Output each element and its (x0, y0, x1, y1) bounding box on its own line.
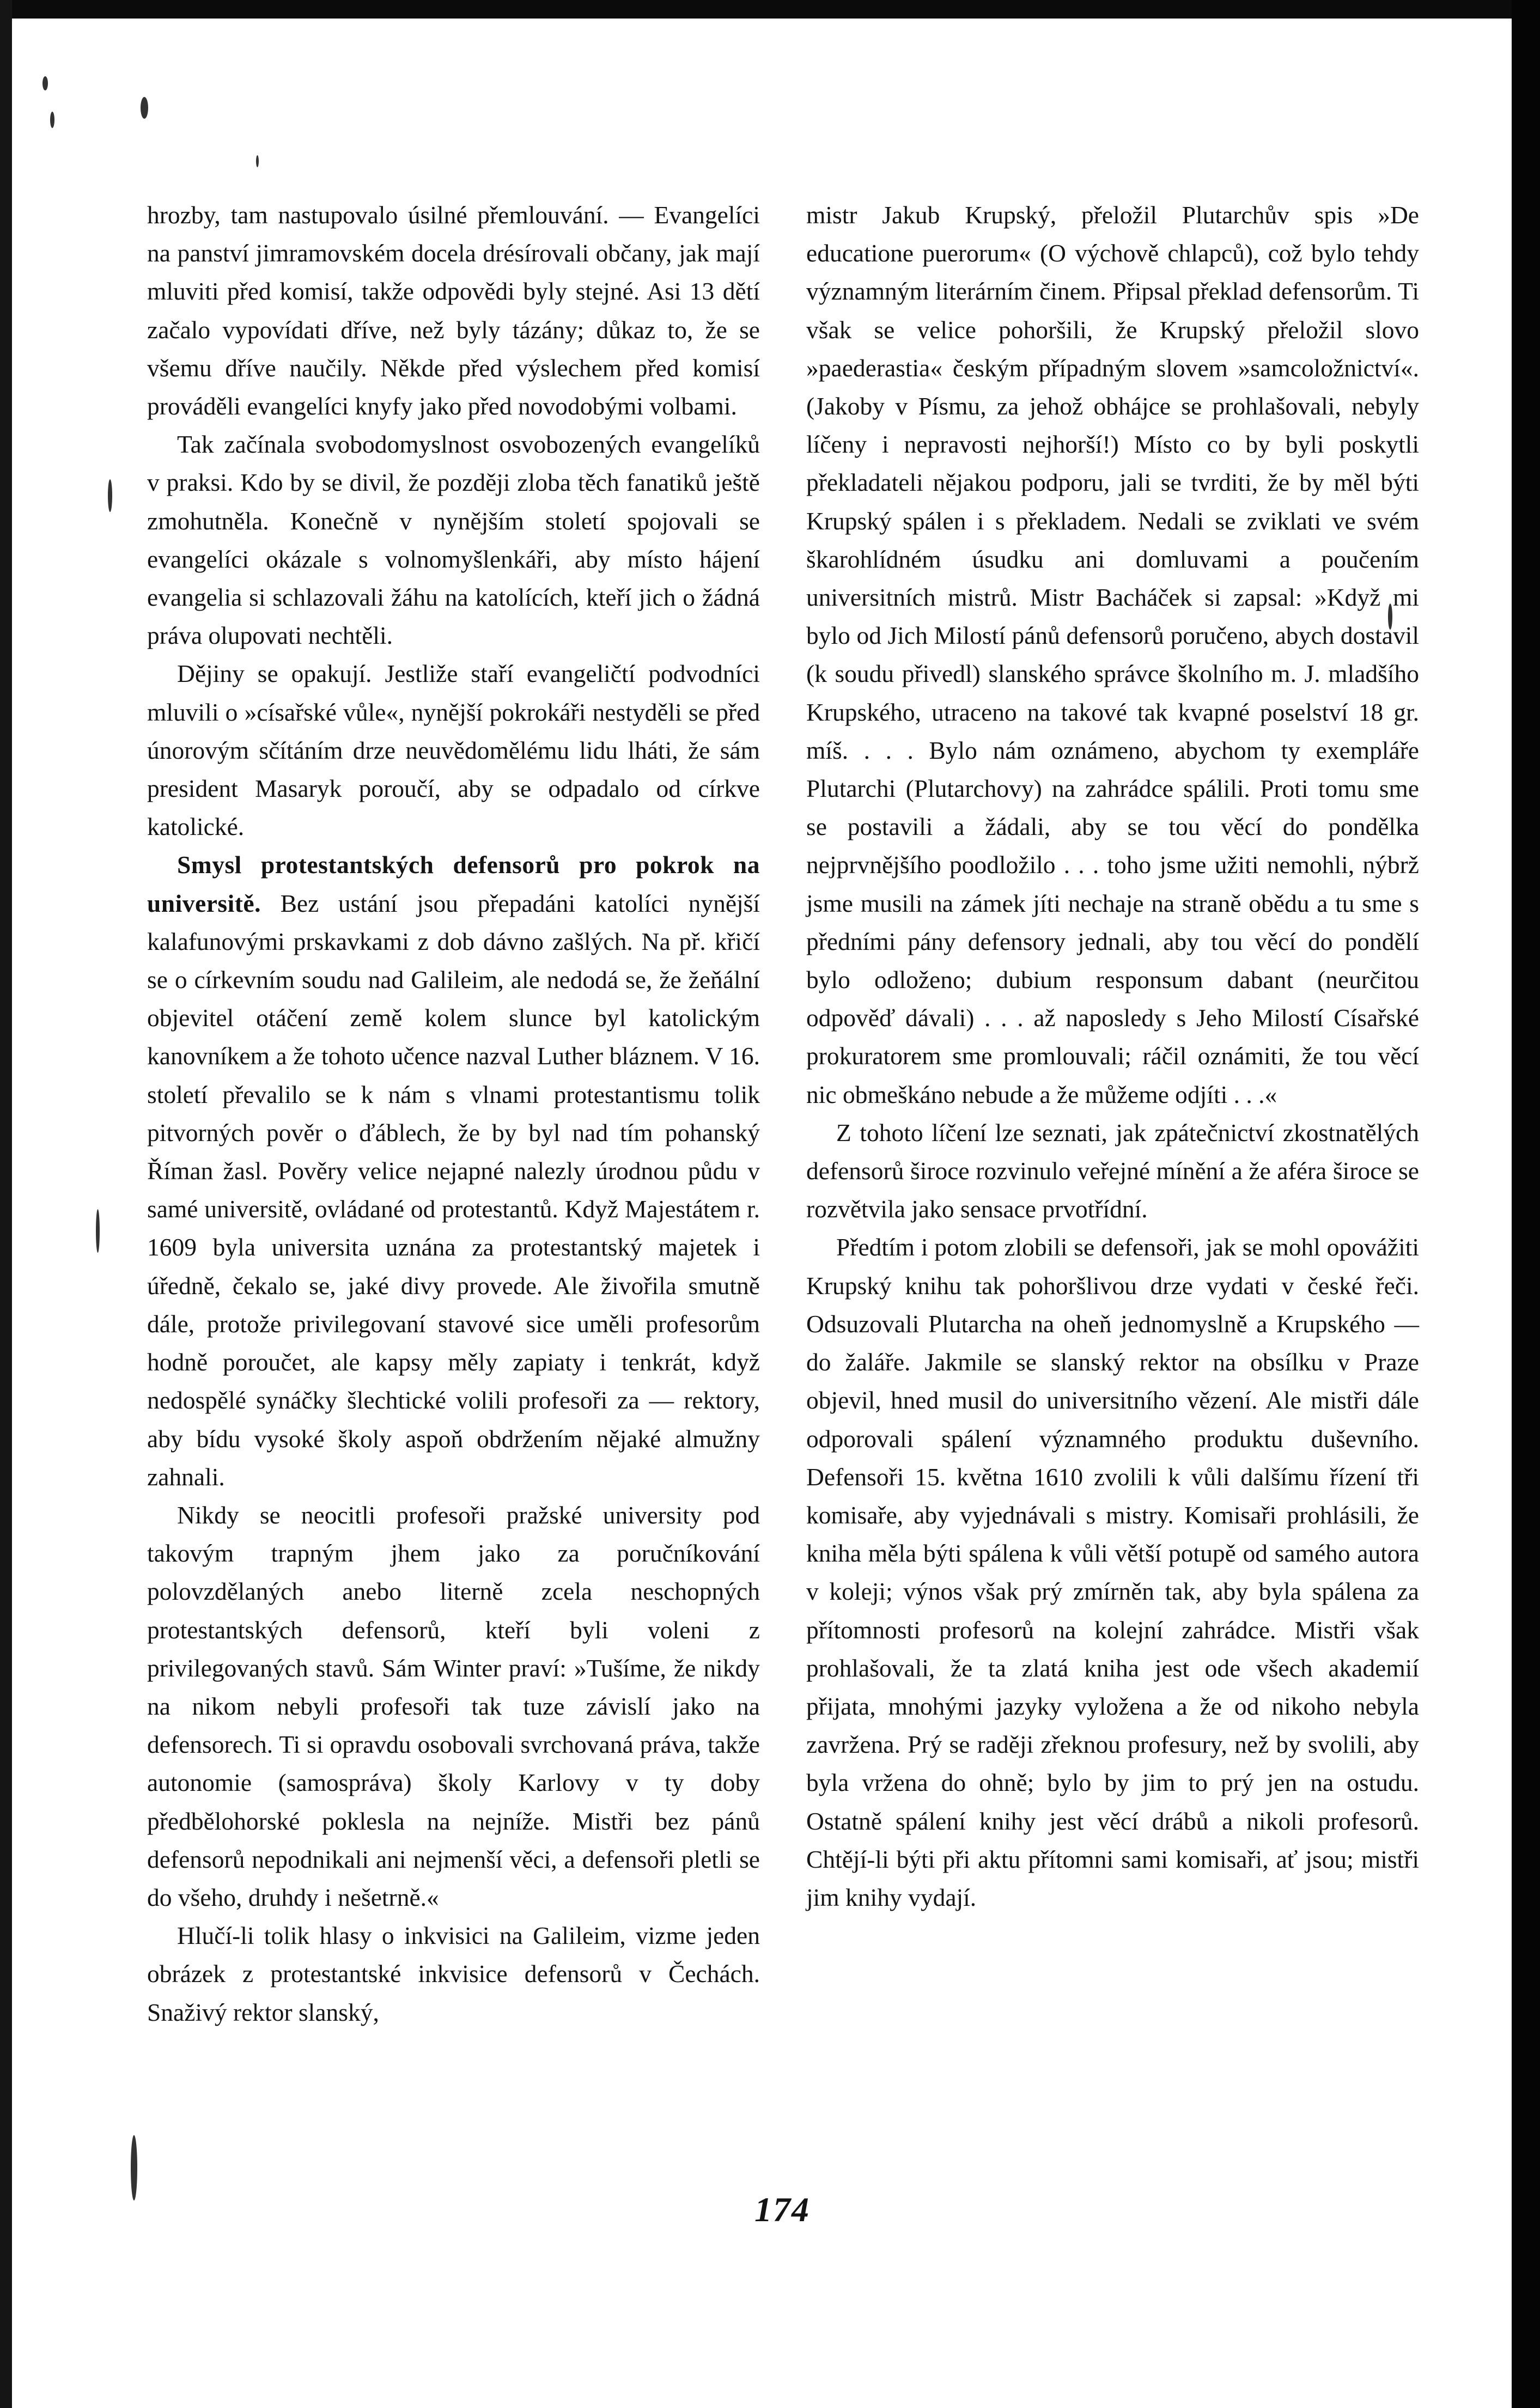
paragraph: hrozby, tam nastupovalo úsilné přemlouvání. — Evangelíci na panství jimramovském docela drésírovali občany, jak mají mluviti před komisí, takže odpovědi byly stejné. Asi 13 dětí začalo vypovídati dříve, než byly tázány; důkaz to, že se všemu dříve naučily. Někde před výslechem před komisí prováděli evangelíci knyfy jako před novodobými volbami. (147, 201, 760, 420)
paragraph: Z tohoto líčení lze seznati, jak zpátečnictví zkostnatělých defensorů široce rozvinulo veřejné mínění a že aféra široce se rozvětvila jako sensace prvotřídní. (806, 1118, 1419, 1223)
scan-speck (131, 2135, 137, 2200)
scan-edge-top (0, 0, 1540, 19)
paragraph: Hlučí-li tolik hlasy o inkvisici na Galileim, vizme jeden obrázek z protestantské inkvisice defensorů v Čechách. Snaživý rektor slanský, (147, 1922, 760, 2026)
scan-speck (42, 76, 48, 90)
scan-edge-left (0, 0, 12, 2408)
subheading-paragraph-text: Bez ustání jsou přepadáni katolíci nynější kalafunovými prskavkami z dob dávno zašlých. Na př. křičí se o církevním soudu nad Galileim, ale nedodá se, že žeňální objevitel otáčení země kolem slunce byl katolickým kanovníkem a že tohoto učence nazval Luther bláznem. V 16. století převalilo se k nám s vlnami protestantismu tolik pitvorných pověr o ďáblech, že by byl nad tím pohanský Říman žasl. Pověry velice nejapné nalezly úrodnou půdu v samé universitě, ovládané od protestantů. Když Majestátem r. 1609 byla universita uznána za protestantský majetek i úředně, čekalo se, jaké divy provede. Ale živořila smutně dále, protože privilegovaní stavové sice uměli profesorům hodně poroučet, ale kapsy měly zapiaty i tenkrát, když nedospělé synáčky šlechtické volili profesoři za — rektory, aby bídu vysoké školy aspoň obdržením nějaké almužny zahnali. (147, 889, 760, 1491)
paragraph: Předtím i potom zlobili se defensoři, jak se mohl opovážiti Krupský knihu tak pohoršlivou drze vydati v české řeči. Odsuzovali Plutarcha na oheň jednomyslně a Krupského — do žaláře. Jakmile se slanský rektor na obsílku v Praze objevil, hned musil do universitního vězení. Ale mistři dále odporovali spálení významného produktu duševního. Defensoři 15. května 1610 zvolili k vůli dalšímu řízení tři komisaře, aby vyjednávali s mistry. Komisaři prohlásili, že kniha měla býti spálena k vůli větší potupě od samého autora v koleji; výnos však prý zmírněn tak, aby byla spálena za přítomnosti profesorů na kolejní zahrádce. Mistři však prohlašovali, že ta zlatá kniha jest ode všech akademií přijata, mnohými jazyky vyložena a že od nikoho nebyla zavržena. Prý se raději zřeknou profesury, než by svolili, aby byla vržena do ohně; bylo by jim to prý jen na ostudu. Ostatně spálení knihy jest věcí drábů a nikoli profesorů. Chtějí-li býti při aktu přítomni sami komisaři, ať jsou; mistři jim knihy vydají. (806, 1233, 1419, 1911)
scan-speck (256, 155, 259, 167)
paragraph: Nikdy se neocitli profesoři pražské university pod takovým trapným jhem jako za poručníkování polovzdělaných anebo literně zcela neschopných protestantských defensorů, kteří byli voleni z privilegovaných stavů. Sám Winter praví: »Tušíme, že nikdy na nikom nebyli profesoři tak tuze závislí jako na defensorech. Ti si opravdu osobovali svrchovaná práva, takže autonomie (samospráva) školy Karlovy v ty doby předbělohorské poklesla na nejníže. Mistři bez pánů defensorů nepodnikali ani nejmenší věci, a defensoři pletli se do všeho, druhdy i nešetrně.« (147, 1501, 760, 1911)
paragraph: mistr Jakub Krupský, přeložil Plutarchův spis »De educatione puerorum« (O výchově chlapců), což bylo tehdy významným literárním činem. Připsal překlad defensorům. Ti však se velice pohoršili, že Krupský přeložil slovo »paederastia« českým případným slovem »samcoložnictví«. (Jakoby v Písmu, za jehož obhájce se prohlašovali, nebyly líčeny i nepravosti nejhorší!) Místo co by byli poskytli překladateli nějakou podporu, jali se tvrditi, že by měl býti Krupský spálen i s překladem. Nedali se zviklati ve svém škarohlídném úsudku ani domluvami a poučením universitních mistrů. Mistr Bacháček si zapsal: »Když mi bylo od Jich Milostí pánů defensorů poručeno, abych dostavil (k soudu přivedl) slanského správce školního m. J. mladšího Krupského, utraceno na takové tak kvapné poselství 18 gr. míš. . . . Bylo nám oznámeno, abychom ty exempláře Plutarchi (Plutarchovy) na zahrádce spálili. Proti tomu sme se postavili a žádali, aby se tou věcí do pondělka nejprvnějšího poodložilo . . . toho jsme užiti nemohli, nýbrž jsme musili na zámek jíti nechaje na straně obědu a tu sme s předními pány defensory jednali, aby tou věcí do pondělí bylo odloženo; dubium responsum dabant (neurčitou odpověď dávali) . . . až naposledy s Jeho Milostí Císařské prokuratorem sme promlouvali; ráčil oznámiti, že tou věcí nic obmeškáno nebude a že můžeme odjíti . . .« (806, 201, 1419, 1108)
subheading-paragraph (147, 846, 760, 1496)
paragraph: Dějiny se opakují. Jestliže staří evangeličtí podvodníci mluvili o »císařské vůle«, nynější pokrokáři nestyděli se před únorovým sčítáním drze neuvědomělému lidu lháti, že sám president Masaryk poroučí, aby se odpadalo od církve katolické. (147, 660, 760, 841)
paragraph: Tak začínala svobodomyslnost osvobozených evangelíků v praksi. Kdo by se divil, že později zloba těch fanatiků ještě zmohutněla. Konečně v nynějším století spojovali se evangelíci okázale s volnomyšlenkáři, aby místo hájení evangelia si schlazovali žáhu na katolících, kteří jich o žádná práva olupovati nechtěli. (147, 430, 760, 650)
left-column (147, 196, 760, 2032)
scan-speck (96, 1209, 100, 1253)
scan-speck (50, 112, 54, 128)
book-page (147, 196, 1427, 2211)
section-subheading: Smysl protestantských defensorů pro pokrok na universitě. (147, 851, 760, 917)
page-number: 174 (754, 2190, 810, 2229)
scan-edge-right (1512, 0, 1540, 2408)
scan-speck (108, 479, 112, 512)
right-column (806, 196, 1419, 1917)
scan-speck (141, 97, 148, 119)
